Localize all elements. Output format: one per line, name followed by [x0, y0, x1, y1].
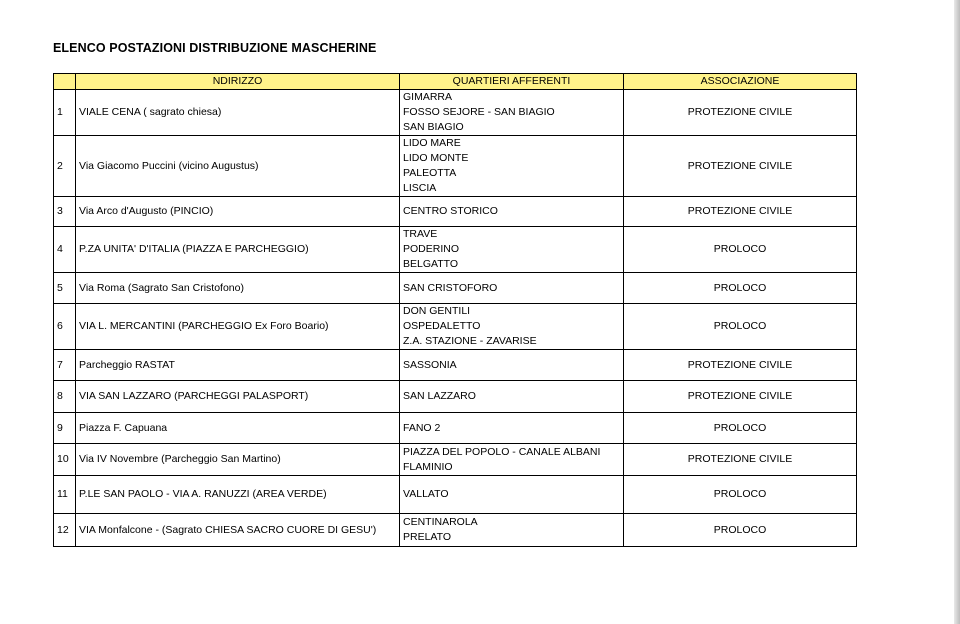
table-row — [54, 304, 857, 350]
district-name: SAN CRISTOFORO — [403, 281, 498, 294]
row-address: Via Arco d'Augusto (PINCIO) — [76, 197, 400, 227]
row-association: PROLOCO — [624, 227, 857, 273]
table-body — [54, 90, 857, 547]
row-association: PROTEZIONE CIVILE — [624, 444, 857, 476]
row-number: 7 — [54, 350, 76, 381]
row-address: Parcheggio RASTAT — [76, 350, 400, 381]
row-districts — [400, 273, 624, 304]
row-address: VIA Monfalcone - (Sagrato CHIESA SACRO CUORE DI GESU') — [76, 514, 400, 547]
row-number: 2 — [54, 136, 76, 197]
row-address: P.LE SAN PAOLO - VIA A. RANUZZI (AREA VERDE) — [76, 476, 400, 514]
table-row — [54, 227, 857, 273]
row-association: PROTEZIONE CIVILE — [624, 350, 857, 381]
district-name: LIDO MARE — [403, 137, 461, 149]
row-number: 8 — [54, 381, 76, 413]
district-name: TRAVE — [403, 228, 438, 240]
district-name: FOSSO SEJORE - SAN BIAGIO — [403, 106, 555, 118]
row-association: PROTEZIONE CIVILE — [624, 197, 857, 227]
row-districts — [400, 304, 624, 350]
row-association: PROLOCO — [624, 304, 857, 350]
district-name: Z.A. STAZIONE - ZAVARISE — [403, 335, 537, 347]
table-row — [54, 136, 857, 197]
row-districts — [400, 136, 624, 197]
row-districts — [400, 350, 624, 381]
table-row — [54, 273, 857, 304]
row-districts — [400, 413, 624, 444]
district-name: VALLATO — [403, 488, 449, 500]
row-districts — [400, 227, 624, 273]
district-name: SAN LAZZARO — [403, 390, 476, 402]
district-name: FANO 2 — [403, 421, 441, 434]
district-name: FLAMINIO — [403, 460, 453, 473]
district-name: CENTINAROLA — [403, 516, 478, 528]
row-address: P.ZA UNITA' D'ITALIA (PIAZZA E PARCHEGGIO) — [76, 227, 400, 273]
district-name: PODERINO — [403, 243, 460, 255]
district-name: SAN BIAGIO — [403, 121, 464, 133]
district-name: GIMARRA — [403, 91, 453, 103]
row-number: 5 — [54, 273, 76, 304]
row-address: Piazza F. Capuana — [76, 413, 400, 444]
row-address: VIALE CENA ( sagrato chiesa) — [76, 90, 400, 136]
header-address: NDIRIZZO — [76, 74, 400, 90]
district-name: PRELATO — [403, 531, 452, 543]
row-number: 10 — [54, 444, 76, 476]
row-address: Via IV Novembre (Parcheggio San Martino) — [76, 444, 400, 476]
district-name: LISCIA — [403, 182, 437, 194]
header-number — [54, 74, 76, 90]
row-number: 12 — [54, 514, 76, 547]
row-districts — [400, 90, 624, 136]
row-number: 4 — [54, 227, 76, 273]
document-title: ELENCO POSTAZIONI DISTRIBUZIONE MASCHERINE — [53, 41, 377, 55]
row-districts — [400, 514, 624, 547]
table-row — [54, 476, 857, 514]
row-association: PROLOCO — [624, 273, 857, 304]
page-edge-shadow — [954, 0, 960, 624]
row-association: PROTEZIONE CIVILE — [624, 381, 857, 413]
district-name: OSPEDALETTO — [403, 320, 481, 332]
table-row — [54, 197, 857, 227]
table-row — [54, 413, 857, 444]
row-districts — [400, 476, 624, 514]
row-number: 11 — [54, 476, 76, 514]
row-number: 9 — [54, 413, 76, 444]
district-name: BELGATTO — [403, 258, 459, 270]
row-districts — [400, 197, 624, 227]
row-address: Via Giacomo Puccini (vicino Augustus) — [76, 136, 400, 197]
row-districts — [400, 444, 624, 476]
row-number: 6 — [54, 304, 76, 350]
district-name: CENTRO STORICO — [403, 205, 498, 217]
row-address: Via Roma (Sagrato San Cristofono) — [76, 273, 400, 304]
row-number: 3 — [54, 197, 76, 227]
row-number: 1 — [54, 90, 76, 136]
district-name: PALEOTTA — [403, 167, 457, 179]
district-name: LIDO MONTE — [403, 152, 469, 164]
row-association: PROLOCO — [624, 413, 857, 444]
table-row — [54, 381, 857, 413]
district-name: DON GENTILI — [403, 305, 471, 317]
row-address: VIA SAN LAZZARO (PARCHEGGI PALASPORT) — [76, 381, 400, 413]
table-row — [54, 514, 857, 547]
district-name: SASSONIA — [403, 358, 457, 371]
table-row — [54, 90, 857, 136]
table-row — [54, 350, 857, 381]
distribution-points-table — [53, 73, 857, 547]
row-association: PROLOCO — [624, 476, 857, 514]
table-row — [54, 444, 857, 476]
district-name: PIAZZA DEL POPOLO - CANALE ALBANI — [403, 445, 601, 458]
table-header-row — [54, 74, 857, 90]
row-districts — [400, 381, 624, 413]
row-association: PROTEZIONE CIVILE — [624, 136, 857, 197]
header-districts: QUARTIERI AFFERENTI — [400, 74, 624, 90]
row-address: VIA L. MERCANTINI (PARCHEGGIO Ex Foro Boario) — [76, 304, 400, 350]
row-association: PROLOCO — [624, 514, 857, 547]
header-association: ASSOCIAZIONE — [624, 74, 857, 90]
row-association: PROTEZIONE CIVILE — [624, 90, 857, 136]
